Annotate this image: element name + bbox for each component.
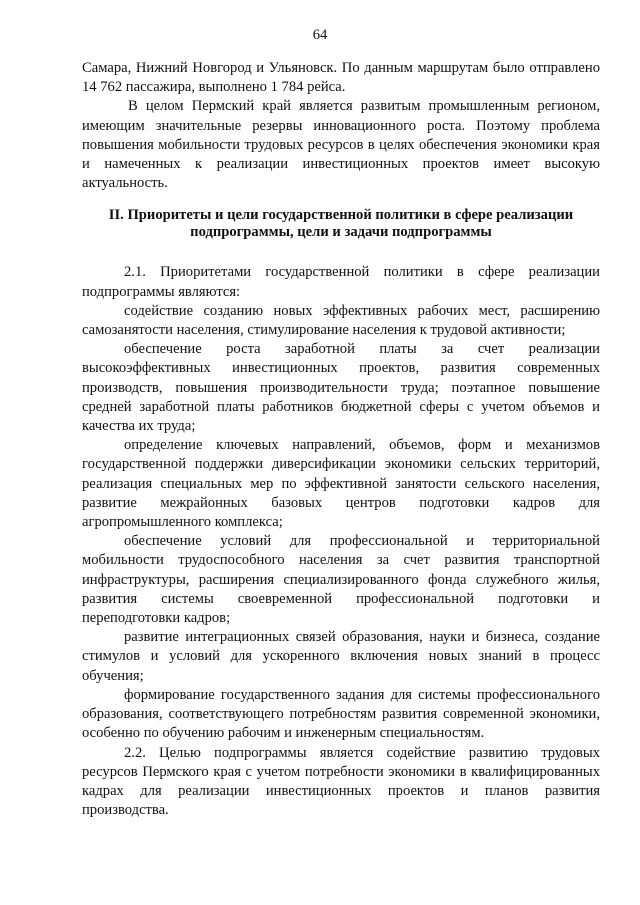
priority-item: обеспечение роста заработной платы за счет реализации высокоэффективных инвестиционных проектов, развития современных производств, повышения производительности труда; поэтапное повышение средней заработной платы работников бюджетной сферы с учетом объемов и качества их труда; bbox=[82, 341, 600, 435]
priority-item: формирование государственного задания для системы профессионального образования, соответствующего потребностям развития современной экономики, особенно по обучению рабочим и инженерным специальностям. bbox=[82, 686, 600, 742]
section-heading: II. Приоритеты и цели государственной политики в сфере реализации подпрограммы, цели и задачи подпрограммы bbox=[108, 207, 574, 241]
page-number: 64 bbox=[312, 27, 328, 43]
priority-item: развитие интеграционных связей образования, науки и бизнеса, создание стимулов и условий для ускоренного включения новых знаний в процесс обучения; bbox=[82, 629, 600, 684]
section-2-1-lead: 2.1. Приоритетами государственной политики в сфере реализации подпрограммы являются: bbox=[82, 264, 600, 300]
priority-item: содействие созданию новых эффективных рабочих мест, расширению самозанятости населения, стимулирование населения к трудовой активности; bbox=[82, 302, 600, 339]
priority-item: определение ключевых направлений, объемов, форм и механизмов государственной поддержки диверсификации экономики сельских территорий, реализация специальных мер по эффективной занятости сельского населения, развитие межрайонных базовых центров подготовки кадров для агропромышленного комплекса; bbox=[82, 437, 600, 531]
section-2-2-goal: 2.2. Целью подпрограммы является содействие развитию трудовых ресурсов Пермского края с учетом потребности экономики в квалифицированных кадрах для реализации инвестиционных проектов и планов развития производства. bbox=[82, 744, 600, 819]
intro-paragraph-region: В целом Пермский край является развитым промышленным регионом, имеющим значительные резервы инновационного роста. Поэтому проблема повышения мобильности трудовых ресурсов в целях обеспечения экономики края и намеченных к реализации инвестиционных проектов имеет высокую актуальность. bbox=[82, 98, 600, 192]
priority-item: обеспечение условий для профессиональной и территориальной мобильности трудоспособного населения за счет развития транспортной инфраструктуры, расширения специализированного фонда служебного жилья, развития системы своевременной профессиональной подготовки и переподготовки кадров; bbox=[82, 533, 600, 627]
page-body bbox=[82, 59, 600, 820]
intro-paragraph-continuation: Самара, Нижний Новгород и Ульяновск. По данным маршрутам было отправлено 14 762 пассажира, выполнено 1 784 рейса. bbox=[82, 60, 600, 96]
